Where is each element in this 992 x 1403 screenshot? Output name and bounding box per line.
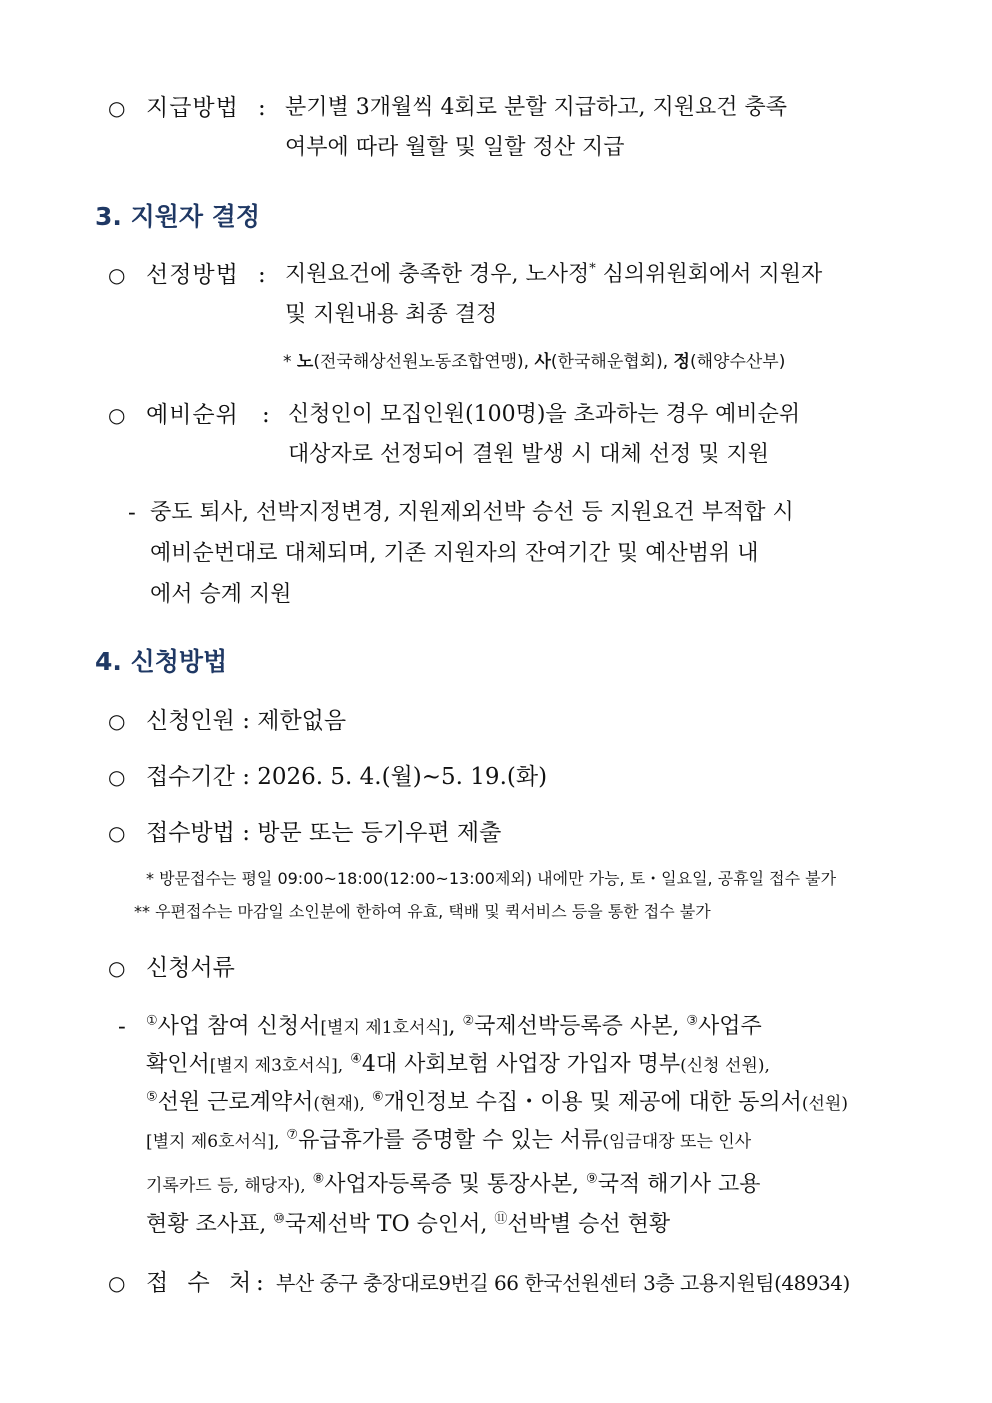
doc-7-detail-a: (임금대장 또는 인사 <box>602 1132 752 1152</box>
selection-line-2: 및 지원내용 최종 결정 <box>285 302 498 327</box>
selection-footnote <box>283 350 785 374</box>
doc-3a: 사업주 <box>698 1014 762 1039</box>
documents-label: 신청서류 <box>146 955 235 981</box>
selection-colon: : <box>258 262 266 288</box>
dash-marker: - <box>128 500 136 526</box>
note-no: 노 <box>296 352 314 372</box>
num-3: ③ <box>686 1013 699 1029</box>
period-colon: : <box>242 764 250 790</box>
reserve-colon: : <box>262 402 270 428</box>
payment-line-1: 분기별 3개월씩 4회로 분할 지급하고, 지원요건 충족 <box>285 95 787 120</box>
documents-line-4 <box>146 1126 751 1157</box>
doc-5-detail: (현재), <box>313 1094 365 1114</box>
method-note-2: ** 우편접수는 마감일 소인분에 한하여 유효, 택배 및 퀵서비스 등을 통한 접수 불가 <box>134 902 711 921</box>
method-line <box>146 818 501 848</box>
period-line <box>146 762 547 792</box>
num-2: ② <box>462 1013 475 1029</box>
note-sa: 사 <box>534 352 551 372</box>
bullet-period: ○ <box>108 765 126 789</box>
documents-line-5 <box>146 1170 760 1201</box>
period-label: 접수기간 <box>146 764 235 790</box>
applicants-label: 신청인원 <box>146 708 235 734</box>
bullet-selection: ○ <box>108 263 126 287</box>
payment-line-2: 여부에 따라 월할 및 일할 정산 지급 <box>285 135 625 160</box>
section-3-heading: 3. 지원자 결정 <box>95 202 261 231</box>
applicants-line <box>146 706 346 736</box>
doc-6-form: [별지 제6호서식], <box>146 1132 280 1152</box>
applicants-colon: : <box>242 708 250 734</box>
reserve-label: 예비순위 <box>146 402 239 428</box>
num-10: ⑩ <box>273 1211 285 1227</box>
documents-line-1: ①사업 참여 신청서[별지 제1호서식], ②국제선박등록증 사본, ③사업주 <box>146 1013 762 1039</box>
note-no-detail: (전국해상선원노동조합연맹), <box>313 352 535 372</box>
doc-4: 4대 사회보험 사업장 가입자 명부 <box>361 1052 681 1077</box>
doc-1-form: [별지 제1호서식] <box>320 1018 449 1038</box>
doc-6: 개인정보 수집・이용 및 제공에 대한 동의서 <box>383 1090 802 1115</box>
note-jeong-detail: (해양수산부) <box>689 352 786 372</box>
period-value: 2026. 5. 4.(월)∼5. 19.(화) <box>257 764 548 790</box>
doc-4-detail: (신청 선원), <box>680 1056 770 1076</box>
documents-line-3 <box>146 1088 848 1119</box>
office-value: 부산 중구 충장대로9번길 66 한국선원센터 3층 고용지원팀(48934) <box>276 1271 850 1295</box>
note-jeong: 정 <box>673 352 690 372</box>
doc-7-detail-b: 기록카드 등, 해당자), <box>146 1176 306 1196</box>
bullet-payment: ○ <box>108 96 126 120</box>
bullet-reserve: ○ <box>108 403 126 427</box>
reserve-line-2: 대상자로 선정되어 결원 발생 시 대체 선정 및 지원 <box>288 442 769 467</box>
documents-line-6 <box>146 1210 670 1240</box>
num-9: ⑨ <box>586 1171 598 1187</box>
num-6: ⑥ <box>371 1089 384 1105</box>
num-7: ⑦ <box>286 1127 299 1143</box>
doc-11: 선박별 승선 현황 <box>507 1212 671 1237</box>
doc-9a: 국적 해기사 고용 <box>597 1172 761 1197</box>
selection-label: 선정방법 <box>146 262 239 288</box>
num-11: ⑪ <box>494 1211 508 1227</box>
method-colon: : <box>242 820 250 846</box>
doc-2: 국제선박등록증 사본, <box>474 1014 680 1039</box>
doc-6-detail: (선원) <box>801 1094 848 1114</box>
doc-9b: 현황 조사표, <box>146 1212 267 1237</box>
dash-line-2: 예비순번대로 대체되며, 기존 지원자의 잔여기간 및 예산범위 내 <box>150 541 759 566</box>
footnote-marker: * <box>589 261 596 277</box>
reserve-line-1: 신청인이 모집인원(100명)을 초과하는 경우 예비순위 <box>288 402 801 427</box>
num-5: ⑤ <box>146 1089 158 1105</box>
applicants-value: 제한없음 <box>257 708 347 734</box>
note-star: * <box>283 352 297 372</box>
doc-10: 국제선박 TO 승인서, <box>284 1212 488 1237</box>
selection-text-a: 지원요건에 충족한 경우, 노사정 <box>285 262 590 287</box>
payment-colon: : <box>258 95 266 121</box>
doc-3-form: [별지 제3호서식], <box>209 1056 344 1076</box>
note-sa-detail: (한국해운협회), <box>550 352 674 372</box>
documents-line-2 <box>146 1050 770 1081</box>
dash-line-3: 에서 승계 지원 <box>150 582 292 607</box>
method-label: 접수방법 <box>146 820 235 846</box>
office-label: 접 수 처 <box>146 1270 258 1296</box>
payment-label: 지급방법 <box>146 95 239 121</box>
num-8: ⑧ <box>312 1171 325 1187</box>
bullet-office: ○ <box>108 1271 126 1295</box>
dash-line-1: 중도 퇴사, 선박지정변경, 지원제외선박 승선 등 지원요건 부적합 시 <box>150 500 794 525</box>
bullet-documents: ○ <box>108 956 126 980</box>
bullet-applicants: ○ <box>108 709 126 733</box>
doc-7: 유급휴가를 증명할 수 있는 서류 <box>298 1128 603 1153</box>
selection-text-b: 심의위원회에서 지원자 <box>595 262 823 287</box>
method-value: 방문 또는 등기우편 제출 <box>257 820 502 846</box>
office-colon: : <box>256 1270 264 1296</box>
num-4: ④ <box>350 1051 362 1067</box>
num-1: ① <box>146 1013 158 1029</box>
doc-1: 사업 참여 신청서 <box>157 1014 321 1039</box>
selection-line-1 <box>285 260 822 290</box>
doc-8: 사업자등록증 및 통장사본, <box>324 1172 580 1197</box>
bullet-method: ○ <box>108 821 126 845</box>
section-4-heading: 4. 신청방법 <box>95 647 228 676</box>
doc-3b: 확인서 <box>146 1052 210 1077</box>
doc-5: 선원 근로계약서 <box>157 1090 314 1115</box>
method-note-1: * 방문접수는 평일 09:00~18:00(12:00~13:00제외) 내에만 가능, 토・일요일, 공휴일 접수 불가 <box>146 869 837 888</box>
documents-marker: - <box>118 1014 126 1040</box>
